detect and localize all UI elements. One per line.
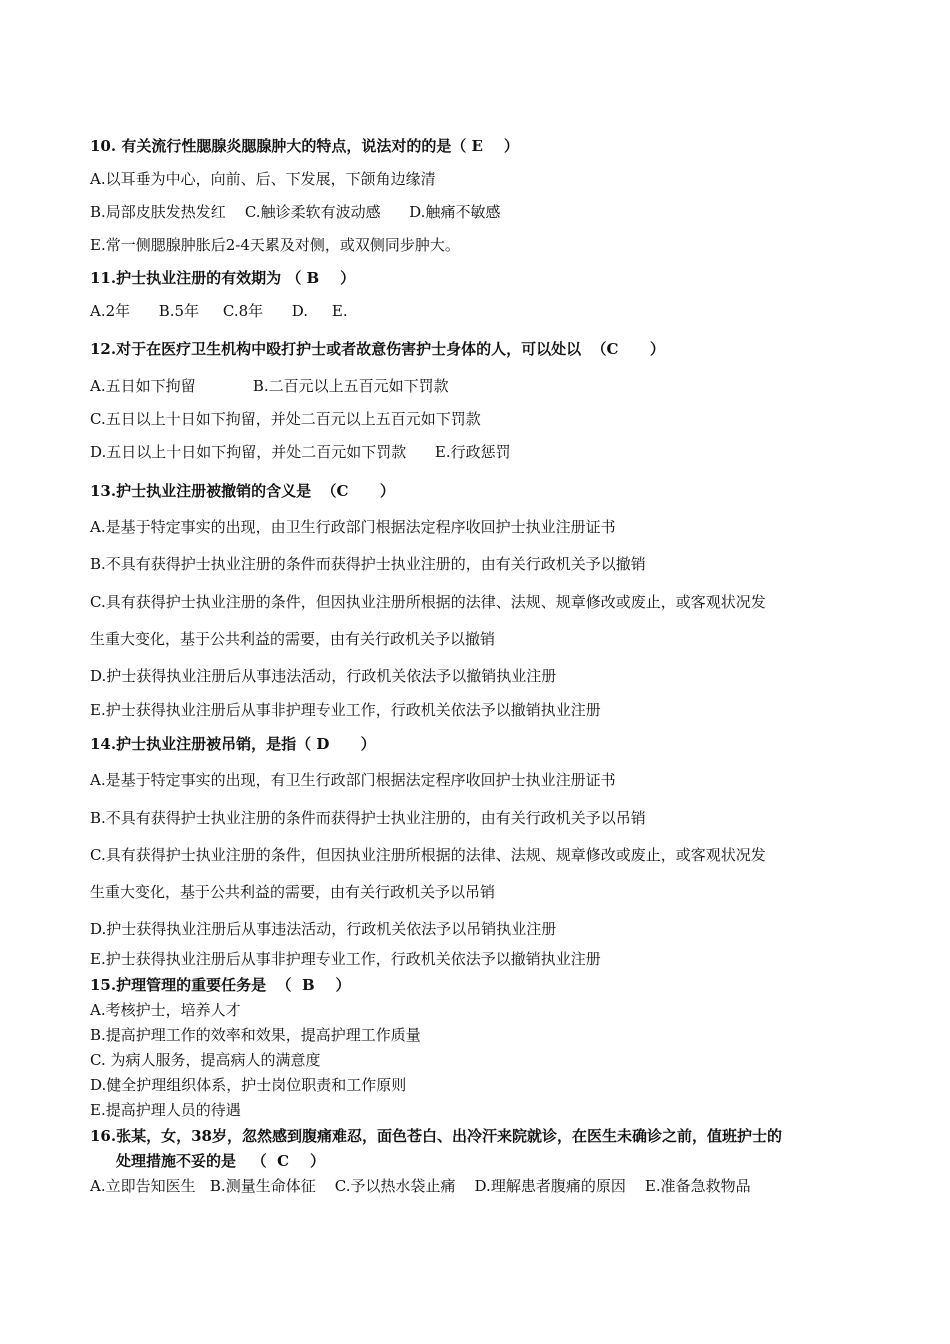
question-14: 14.护士执业注册被吊销，是指（ D ） xyxy=(90,735,376,753)
q14-option-c-cont: 生重大变化，基于公共利益的需要，由有关行政机关予以吊销 xyxy=(90,883,496,901)
q14-option-e: E.护士获得执业注册后从事非护理专业工作，行政机关依法予以撤销执业注册 xyxy=(90,950,601,968)
q13-option-d: D.护士获得执业注册后从事违法活动，行政机关依法予以撤销执业注册 xyxy=(90,667,557,685)
q13-option-c: C.具有获得护士执业注册的条件，但因执业注册所根据的法律、法规、规章修改或废止，或客观状况发 xyxy=(90,593,766,611)
q15-option-b: B.提高护理工作的效率和效果，提高护理工作质量 xyxy=(90,1026,421,1044)
question-11: 11.护士执业注册的有效期为 （ B ） xyxy=(90,269,356,287)
q16-options: A.立即告知医生 B.测量生命体征 C.予以热水袋止痛 D.理解患者腹痛的原因 E.准备急救物品 xyxy=(90,1177,751,1195)
q10-option-a: A.以耳垂为中心，向前、后、下发展，下颌角边缘清 xyxy=(90,170,436,188)
q12-options-de: D.五日以上十日如下拘留，并处二百元如下罚款 E.行政惩罚 xyxy=(90,443,511,461)
q10-option-e: E.常一侧腮腺肿胀后2-4天累及对侧，或双侧同步肿大。 xyxy=(90,236,460,254)
question-12: 12.对于在医疗卫生机构中殴打护士或者故意伤害护士身体的人，可以处以 （C ） xyxy=(90,340,665,358)
q14-option-d: D.护士获得执业注册后从事违法活动，行政机关依法予以吊销执业注册 xyxy=(90,920,557,938)
question-15: 15.护理管理的重要任务是 （ B ） xyxy=(90,976,351,994)
q14-option-b: B.不具有获得护士执业注册的条件而获得护士执业注册的，由有关行政机关予以吊销 xyxy=(90,809,646,827)
q15-option-e: E.提高护理人员的待遇 xyxy=(90,1101,241,1119)
q13-option-c-cont: 生重大变化，基于公共利益的需要，由有关行政机关予以撤销 xyxy=(90,630,496,648)
q12-options-ab: A.五日如下拘留 B.二百元以上五百元如下罚款 xyxy=(90,377,449,395)
q15-option-a: A.考核护士，培养人才 xyxy=(90,1001,241,1019)
q15-option-c: C. 为病人服务，提高病人的满意度 xyxy=(90,1051,321,1069)
q11-options: A.2年 B.5年 C.8年 D. E. xyxy=(90,302,348,320)
q15-option-d: D.健全护理组织体系，护士岗位职责和工作原则 xyxy=(90,1076,407,1094)
q13-option-b: B.不具有获得护士执业注册的条件而获得护士执业注册的，由有关行政机关予以撤销 xyxy=(90,555,646,573)
q13-option-a: A.是基于特定事实的出现，由卫生行政部门根据法定程序收回护士执业注册证书 xyxy=(90,518,616,536)
q14-option-a: A.是基于特定事实的出现，有卫生行政部门根据法定程序收回护士执业注册证书 xyxy=(90,771,616,789)
q13-option-e: E.护士获得执业注册后从事非护理专业工作，行政机关依法予以撤销执业注册 xyxy=(90,701,601,719)
q14-option-c: C.具有获得护士执业注册的条件，但因执业注册所根据的法律、法规、规章修改或废止，或客观状况发 xyxy=(90,846,766,864)
question-13: 13.护士执业注册被撤销的含义是 （C ） xyxy=(90,482,395,500)
question-16-cont: 处理措施不妥的是 （ C ） xyxy=(116,1152,325,1170)
question-16: 16.张某，女，38岁，忽然感到腹痛难忍，面色苍白、出冷汗来院就诊，在医生未确诊之前，值班护士的 xyxy=(90,1127,782,1145)
q12-option-c: C.五日以上十日如下拘留，并处二百元以上五百元如下罚款 xyxy=(90,410,481,428)
q10-options-bcd: B.局部皮肤发热发红 C.触诊柔软有波动感 D.触痛不敏感 xyxy=(90,203,501,221)
question-10: 10. 有关流行性腮腺炎腮腺肿大的特点，说法对的的是（ E ） xyxy=(90,137,519,155)
